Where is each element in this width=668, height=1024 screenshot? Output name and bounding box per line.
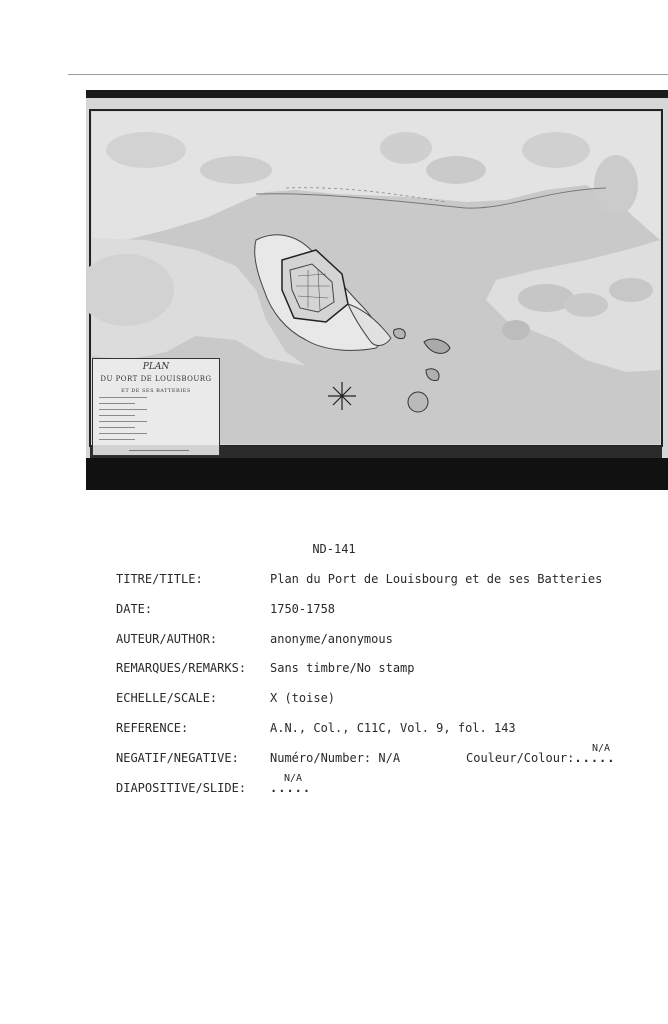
negative-colour-label: Couleur/Colour: xyxy=(466,751,575,765)
remarks-value: Sans timbre/No stamp xyxy=(270,661,415,675)
reference-label: REFERENCE: xyxy=(116,721,189,735)
scale-label: ECHELLE/SCALE: xyxy=(116,691,218,705)
reference-row xyxy=(0,721,668,741)
slide-row xyxy=(0,773,668,801)
remarks-row xyxy=(0,661,668,681)
negative-number-label: Numéro/Number: xyxy=(270,751,372,765)
slide-value: N/A xyxy=(284,773,303,784)
author-row xyxy=(0,632,668,652)
author-label: AUTEUR/AUTHOR: xyxy=(116,632,218,646)
cartouche-subtitle: DU PORT DE LOUISBOURG xyxy=(100,375,212,383)
negative-colour-value: N/A xyxy=(592,743,611,754)
map-cartouche xyxy=(92,358,220,456)
cartouche-legend xyxy=(99,397,159,445)
negative-label: NEGATIF/NEGATIVE: xyxy=(116,751,239,765)
map-photograph xyxy=(86,90,668,490)
title-row xyxy=(0,572,668,592)
date-value: 1750-1758 xyxy=(270,602,336,616)
negative-row xyxy=(0,743,668,771)
negative-number-value: N/A xyxy=(378,751,401,765)
slide-label: DIAPOSITIVE/SLIDE: xyxy=(116,781,247,795)
negative-colour-dots: ..... xyxy=(574,751,616,765)
cartouche-title: PLAN xyxy=(142,362,170,372)
scale-row xyxy=(0,691,668,711)
author-value: anonyme/anonymous xyxy=(270,632,393,646)
scale-value: X (toise) xyxy=(270,691,336,705)
reference-value: A.N., Col., C11C, Vol. 9, fol. 143 xyxy=(270,721,516,735)
date-row xyxy=(0,602,668,622)
negative-number xyxy=(270,751,400,765)
slide-dots: ..... xyxy=(270,781,312,795)
cartouche-scale-bar xyxy=(129,450,189,451)
record-code: ND-141 xyxy=(312,542,356,556)
remarks-label: REMARQUES/REMARKS: xyxy=(116,661,247,675)
top-rule xyxy=(68,74,668,75)
date-label: DATE: xyxy=(116,602,153,616)
title-value: Plan du Port de Louisbourg et de ses Batteries xyxy=(270,572,603,586)
title-label: TITRE/TITLE: xyxy=(116,572,203,586)
cartouche-subtitle-2: ET DE SES BATTERIES xyxy=(121,388,191,394)
